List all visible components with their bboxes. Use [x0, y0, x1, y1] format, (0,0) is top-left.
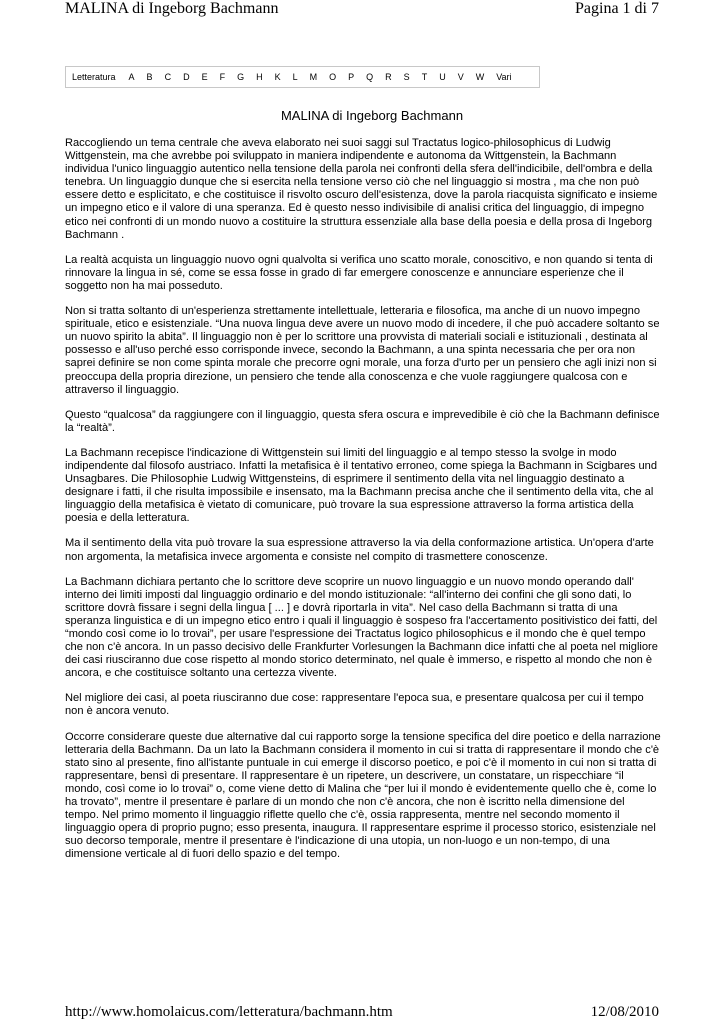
print-footer	[0, 1004, 724, 1024]
footer-date: 12/08/2010	[590, 1004, 659, 1020]
nav-link-c[interactable]: C	[164, 72, 172, 82]
article-body	[65, 137, 661, 874]
nav-link-a[interactable]: A	[128, 72, 135, 82]
nav-link-d[interactable]: D	[183, 72, 190, 82]
nav-link-k[interactable]: K	[274, 72, 281, 82]
nav-link-letteratura[interactable]: Letteratura	[72, 72, 116, 82]
nav-link-u[interactable]: U	[439, 72, 446, 82]
nav-link-vari[interactable]: Vari	[496, 72, 512, 82]
nav-link-o[interactable]: O	[329, 72, 337, 82]
article-title: MALINA di Ingeborg Bachmann	[280, 108, 464, 123]
nav-link-s[interactable]: S	[403, 72, 410, 82]
nav-link-r[interactable]: R	[385, 72, 392, 82]
nav-link-t[interactable]: T	[421, 72, 428, 82]
paragraph: La Bachmann dichiara pertanto che lo scrittore deve scoprire un nuovo linguaggio e un nuovo mondo operando dall' interno dei limiti imposti dal linguaggio ordinario e del mondo istituzionale: “all'interno dei confini che gli sono dati, lo scrittore dovrà fissare i segni della lingua [ ... ] e dovrà riportarla in vita”. Nel caso della Bachmann si tratta di una speranza linguistica e di un impegno etico entro i quali il linguaggio è sospeso fra l'accertamento positivistico dei fatti, del “mondo così come io lo trovai”, per usare l'espressione dei Tractatus logico philosophicus e il mondo che è quel tempo che non c'è ancora. In un passo decisivo delle Frankfurter Vorlesungen la Bachmann dice infatti che al poeta nel migliore dei casi riusciranno due cose rispetto al mondo storico determinato, nel quale è immerso, e rispetto al mondo che non è ancora, e che costituisce soltanto una certezza vivente.	[65, 575, 658, 680]
nav-link-g[interactable]: G	[237, 72, 245, 82]
nav-link-m[interactable]: M	[309, 72, 318, 82]
nav-link-p[interactable]: P	[348, 72, 355, 82]
nav-link-e[interactable]: E	[201, 72, 208, 82]
paragraph: Nel migliore dei casi, al poeta riusciranno due cose: rappresentare l'epoca sua, e presentare qualcosa per cui il tempo non è ancora venuto.	[65, 692, 644, 718]
nav-link-f[interactable]: F	[219, 72, 226, 82]
nav-link-w[interactable]: W	[475, 72, 485, 82]
footer-url: http://www.homolaicus.com/letteratura/bachmann.htm	[65, 1004, 393, 1020]
nav-link-v[interactable]: V	[457, 72, 464, 82]
paragraph: Non si tratta soltanto di un'esperienza strettamente intellettuale, letteraria e filosofica, ma anche di un nuovo impegno spirituale, etico e esistenziale. “Una nuova lingua deve avere un nuovo modo di incedere, il che può accadere soltanto se un nuovo spirito la abita”. Il linguaggio non è per lo scrittore una provvista di materiali sociali e istituzionali , destinata al possesso e all'uso perché esso corrisponde invece, secondo la Bachmann, a una spinta necessaria che per ora non saprei definire se non come spinta morale che precorre ogni morale, una forza d'urto per un pensiero che agli inizi non si preoccupa della propria direzione, un pensiero che tende alla conoscenza e che vuole raggiungere qualcosa con e attraverso il linguaggio.	[65, 305, 660, 396]
print-header	[0, 0, 724, 22]
header-title: MALINA di Ingeborg Bachmann	[65, 0, 279, 17]
paragraph: La realtà acquista un linguaggio nuovo ogni qualvolta si verifica uno scatto morale, conoscitivo, e non quando si tenta di rinnovare la lingua in sé, come se essa fosse in grado di far emergere conoscenze e annunciare esperienze che il soggetto non ha mai posseduto.	[65, 253, 653, 292]
paragraph: Questo “qualcosa” da raggiungere con il linguaggio, questa sfera oscura e imprevedibile è ciò che la Bachmann definisce la “realtà”.	[65, 408, 660, 434]
letter-navigation-bar	[65, 66, 540, 88]
paragraph: Raccogliendo un tema centrale che aveva elaborato nei suoi saggi sul Tractatus logico-philosophicus di Ludwig Wittgenstein, ma che avrebbe poi sviluppato in maniera indipendente e autonoma da Wittgenstein, la Bachmann individua l'unico linguaggio autentico nella tensione della parola nei confronti della sfera dell'indicibile, dell'ombra e della tenebra. Un linguaggio dunque che si esercita nella tensione verso ciò che nel linguaggio si mostra , ma che non può essere detto e esplicitato, e che costituisce il risvolto oscuro dell'esistenza, dove la parola riacquista significato e insieme un impegno etico e il valore di una speranza. Ed è questo nesso indivisibile di analisi critica del linguaggio, di impegno etico nei confronti di un mondo nuovo a costituire la struttura essenziale alla base della poesia e della prosa di Ingeborg Bachmann .	[65, 137, 658, 241]
page-number: Pagina 1 di 7	[575, 0, 659, 17]
paragraph: Occorre considerare queste due alternative dal cui rapporto sorge la tensione specifica del dire poetico e della narrazione letteraria della Bachmann. Da un lato la Bachmann considera il momento in cui si tratta di rappresentare il mondo che c'è stato sino al presente, fino all'istante puntuale in cui emerge il discorso poetico, e poi c'è il momento in cui non si tratta di rappresentare, bensì di presentare. Il rappresentare è un ripetere, un descrivere, un constatare, un rispecchiare “il mondo, così come io lo trovai” o, come viene detto di Malina che “per lui il mondo è evidentemente quello che è, come lo ha trovato”, mentre il presentare è parlare di un mondo che non c'è ancora, che non è iscritto nella dimensione del tempo. Nel primo momento il linguaggio riflette quello che c'è, ossia rappresenta, mentre nel secondo momento il linguaggio opera di proprio pugno; esso presenta, inaugura. Il rappresentare esprime il processo storico, esistenziale nel suo decorso temporale, mentre il presentare è l'indicazione di una utopia, un non-luogo e un non-tempo, di una dimensione verticale al di fuori dello spazio e del tempo.	[65, 730, 661, 861]
nav-link-l[interactable]: L	[292, 72, 298, 82]
nav-link-b[interactable]: B	[146, 72, 153, 82]
paragraph: La Bachmann recepisce l'indicazione di Wittgenstein sui limiti del linguaggio e al tempo stesso la svolge in modo indipendente dal filosofo austriaco. Infatti la metafisica è il tentativo erroneo, come spiega la Bachmann in Scigbares und Unsagbares. Die Philosophie Ludwig Wittgensteins, di esprimere il sentimento della vita nel linguaggio destinato a designare i fatti, il che risulta impossibile e insensato, ma la Bachmann precisa anche che il sentimento della vita, che al linguaggio della metafisica è vietato di comunicare, può trovare la sua espressione attraverso la forma artistica della poesia e della letteratura.	[65, 446, 658, 525]
nav-link-q[interactable]: Q	[366, 72, 374, 82]
nav-link-h[interactable]: H	[256, 72, 263, 82]
paragraph: Ma il sentimento della vita può trovare la sua espressione attraverso la via della conformazione artistica. Un'opera d'arte non argomenta, la metafisica invece argomenta e consiste nel compito di trasmettere conoscenze.	[65, 537, 654, 563]
